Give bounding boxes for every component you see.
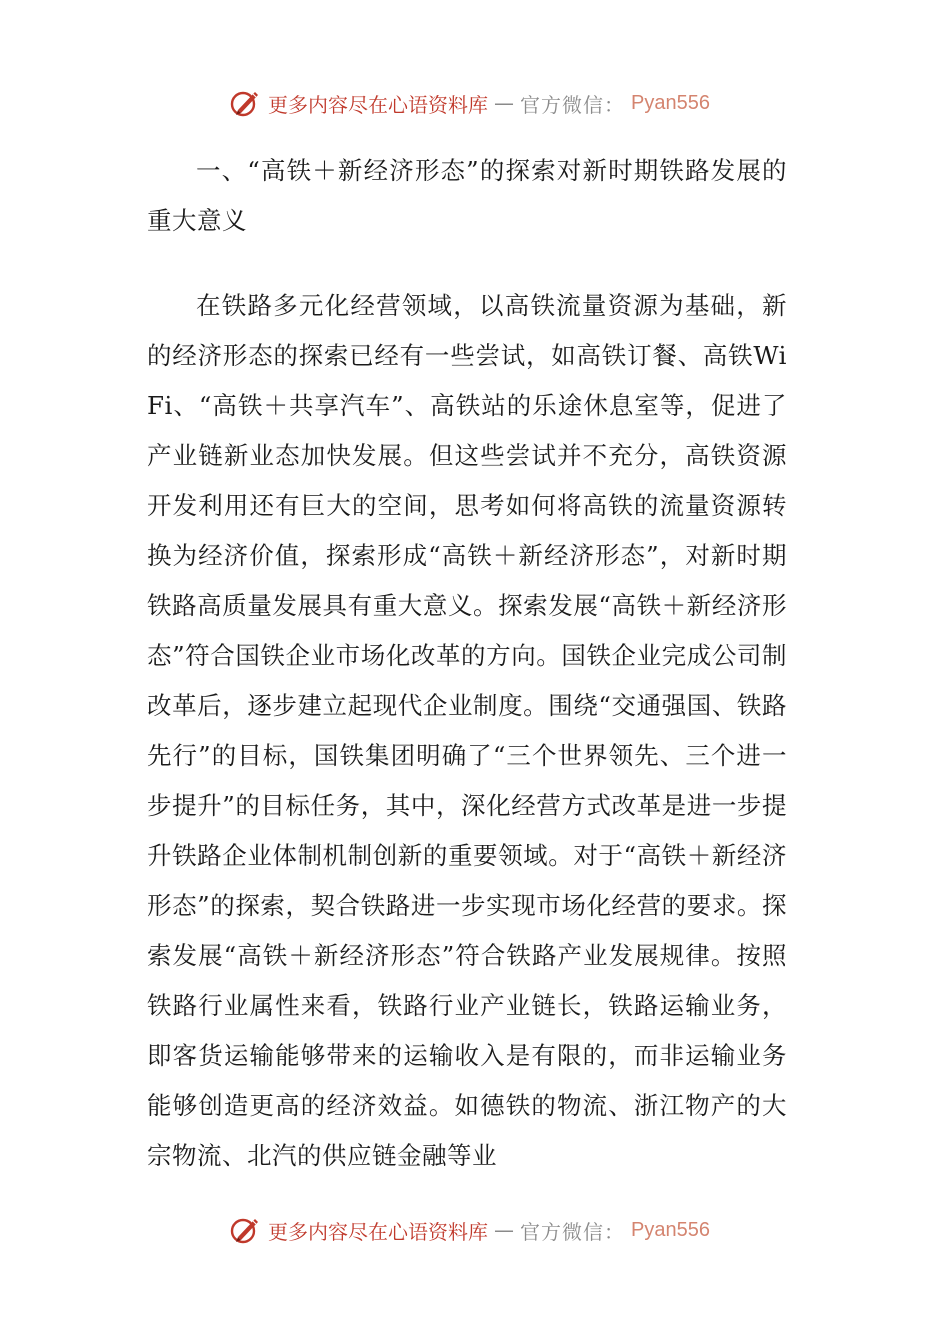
- pen-logo-icon: [228, 86, 262, 120]
- banner-wechat-id: Pyan556: [631, 91, 710, 114]
- banner-separator: —: [494, 1218, 514, 1242]
- document-body: [147, 146, 787, 1181]
- section-heading: 一、“高铁＋新经济形态”的探索对新时期铁路发展的重大意义: [147, 156, 787, 235]
- banner-label: 官方微信：: [520, 92, 625, 117]
- body-paragraph: 在铁路多元化经营领域，以高铁流量资源为基础，新的经济形态的探索已经有一些尝试，如高铁订餐、高铁WiFi、“高铁＋共享汽车”、高铁站的乐途休息室等，促进了产业链新业态加快发展。但这些尝试并不充分，高铁资源开发利用还有巨大的空间，思考如何将高铁的流量资源转换为经济价值，探索形成“高铁＋新经济形态”，对新时期铁路高质量发展具有重大意义。探索发展“高铁＋新经济形态”符合国铁企业市场化改革的方向。国铁企业完成公司制改革后，逐步建立起现代企业制度。围绕“交通强国、铁路先行”的目标，国铁集团明确了“三个世界领先、三个进一步提升”的目标任务，其中，深化经营方式改革是进一步提升铁路企业体制机制创新的重要领域。对于“高铁＋新经济形态”的探索，契合铁路进一步实现市场化经营的要求。探索发展“高铁＋新经济形态”符合铁路产业发展规律。按照铁路行业属性来看，铁路行业产业链长，铁路运输业务，即客货运输能够带来的运输收入是有限的，而非运输业务能够创造更高的经济效益。如德铁的物流、浙江物产的大宗物流、北汽的供应链金融等业: [147, 291, 787, 1170]
- banner-brand-text: 更多内容尽在心语资料库: [268, 1219, 488, 1244]
- header-banner: [228, 83, 710, 123]
- banner-brand-text: 更多内容尽在心语资料库: [268, 92, 488, 117]
- paragraph-spacer: [147, 246, 787, 281]
- banner-label: 官方微信：: [520, 1219, 625, 1244]
- banner-wechat-id: Pyan556: [631, 1218, 710, 1241]
- pen-logo-icon: [228, 1213, 262, 1247]
- footer-banner: [228, 1210, 710, 1250]
- banner-separator: —: [494, 91, 514, 115]
